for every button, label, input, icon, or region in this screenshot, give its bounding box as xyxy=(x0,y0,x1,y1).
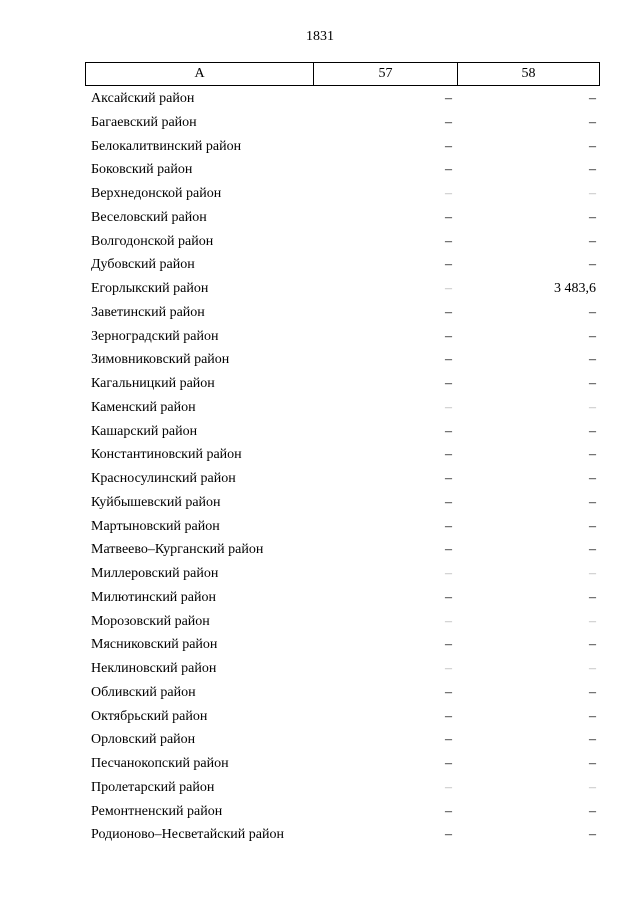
district-name: Пролетарский район xyxy=(91,779,215,795)
value-col-57: – xyxy=(445,209,452,225)
value-col-57: – xyxy=(445,423,452,439)
value-col-57: – xyxy=(445,138,452,154)
value-col-58: – xyxy=(589,518,596,534)
district-name: Веселовский район xyxy=(91,209,207,225)
value-col-58: – xyxy=(589,209,596,225)
table-row xyxy=(85,705,600,729)
district-name: Родионово–Несветайский район xyxy=(91,827,284,843)
value-col-57: – xyxy=(445,613,452,629)
district-name: Орловский район xyxy=(91,732,196,748)
district-name: Матвеево–Курганский район xyxy=(91,542,264,558)
table-row xyxy=(85,230,600,254)
table-row xyxy=(85,491,600,515)
value-col-58: – xyxy=(589,471,596,486)
table-row xyxy=(85,87,600,111)
value-col-57: – xyxy=(445,637,452,653)
district-name: Багаевский район xyxy=(91,114,197,130)
value-col-58: – xyxy=(589,114,596,130)
district-name: Каменский район xyxy=(91,399,196,415)
table-row xyxy=(85,776,600,800)
table-row xyxy=(85,325,600,349)
table-row xyxy=(85,443,600,467)
district-name: Неклиновский район xyxy=(91,661,217,676)
value-col-58: – xyxy=(589,827,596,843)
value-col-58: – xyxy=(589,542,596,558)
table-row xyxy=(85,396,600,420)
table-header xyxy=(85,62,600,86)
value-col-57: – xyxy=(445,779,452,795)
table-row xyxy=(85,823,600,847)
value-col-57: – xyxy=(445,328,452,344)
table-row xyxy=(85,158,600,182)
column-header-57: 57 xyxy=(314,63,458,85)
table-row xyxy=(85,206,600,230)
page-number: 1831 xyxy=(306,29,334,44)
column-header-a: А xyxy=(86,63,314,85)
district-name: Зимовниковский район xyxy=(91,352,230,368)
district-name: Дубовский район xyxy=(91,257,195,273)
district-name: Белокалитвинский район xyxy=(91,138,242,154)
district-name: Заветинский район xyxy=(91,304,205,320)
value-col-58: – xyxy=(589,732,596,748)
value-col-58: – xyxy=(589,376,596,391)
value-col-58: – xyxy=(589,637,596,653)
district-name: Ремонтненский район xyxy=(91,803,223,819)
value-col-58: – xyxy=(589,304,596,320)
table-row xyxy=(85,562,600,586)
table-row xyxy=(85,111,600,135)
value-col-57: – xyxy=(445,281,452,296)
table-row xyxy=(85,253,600,277)
value-col-58: – xyxy=(589,328,596,344)
value-col-57: – xyxy=(445,233,452,249)
district-name: Обливский район xyxy=(91,684,196,700)
value-col-58: – xyxy=(589,803,596,819)
table-row xyxy=(85,277,600,301)
value-col-57: – xyxy=(445,91,452,106)
value-col-57: – xyxy=(445,542,452,558)
value-col-58: – xyxy=(589,613,596,629)
district-name: Мясниковский район xyxy=(91,637,218,653)
district-name: Егорлыкский район xyxy=(91,281,209,296)
district-name: Морозовский район xyxy=(91,613,210,629)
district-name: Боковский район xyxy=(91,162,193,178)
table-row xyxy=(85,800,600,824)
district-name: Кагальницкий район xyxy=(91,376,215,391)
table-row xyxy=(85,467,600,491)
value-col-57: – xyxy=(445,186,452,201)
value-col-58: – xyxy=(589,233,596,249)
table-row xyxy=(85,610,600,634)
value-col-57: – xyxy=(445,257,452,273)
value-col-57: – xyxy=(445,708,452,724)
district-name: Константиновский район xyxy=(91,447,242,463)
table-row xyxy=(85,681,600,705)
district-name: Аксайский район xyxy=(91,91,195,106)
value-col-58: – xyxy=(589,708,596,724)
district-name: Куйбышевский район xyxy=(91,494,221,510)
value-col-57: – xyxy=(445,471,452,486)
value-col-58: 3 483,6 xyxy=(554,281,596,296)
value-col-58: – xyxy=(589,257,596,273)
table-row xyxy=(85,633,600,657)
column-header-58: 58 xyxy=(521,66,536,81)
value-col-57: – xyxy=(445,661,452,676)
district-name: Октябрьский район xyxy=(91,708,208,724)
value-col-58: – xyxy=(589,91,596,106)
value-col-57: – xyxy=(445,566,452,581)
table-row xyxy=(85,135,600,159)
table-row xyxy=(85,657,600,681)
table-body xyxy=(85,87,600,847)
table-row xyxy=(85,420,600,444)
table-row xyxy=(85,182,600,206)
table-row xyxy=(85,515,600,539)
table-row xyxy=(85,538,600,562)
value-col-58: – xyxy=(589,162,596,178)
value-col-57: – xyxy=(445,114,452,130)
value-col-58: – xyxy=(589,566,596,581)
value-col-58: – xyxy=(589,186,596,201)
value-col-58: – xyxy=(589,352,596,368)
value-col-58: – xyxy=(589,399,596,415)
value-col-57: – xyxy=(445,732,452,748)
value-col-57: – xyxy=(445,518,452,534)
value-col-58: – xyxy=(589,423,596,439)
district-name: Милютинский район xyxy=(91,589,217,605)
value-col-57: – xyxy=(445,589,452,605)
district-name: Песчанокопский район xyxy=(91,756,229,771)
value-col-57: – xyxy=(445,162,452,178)
value-col-57: – xyxy=(445,399,452,415)
value-col-57: – xyxy=(445,684,452,700)
value-col-57: – xyxy=(445,304,452,320)
district-name: Красносулинский район xyxy=(91,471,236,486)
table-row xyxy=(85,348,600,372)
table-row xyxy=(85,372,600,396)
value-col-57: – xyxy=(445,352,452,368)
district-name: Верхнедонской район xyxy=(91,186,222,201)
value-col-58: – xyxy=(589,494,596,510)
value-col-57: – xyxy=(445,803,452,819)
district-name: Кашарский район xyxy=(91,423,198,439)
value-col-57: – xyxy=(445,447,452,463)
value-col-58: – xyxy=(589,589,596,605)
value-col-58: – xyxy=(589,447,596,463)
district-name: Волгодонской район xyxy=(91,233,214,249)
value-col-57: – xyxy=(445,494,452,510)
table-row xyxy=(85,752,600,776)
table-row xyxy=(85,728,600,752)
value-col-58: – xyxy=(589,756,596,771)
district-name: Миллеровский район xyxy=(91,566,219,581)
value-col-58: – xyxy=(589,138,596,154)
district-name: Зерноградский район xyxy=(91,328,219,344)
table-row xyxy=(85,586,600,610)
value-col-57: – xyxy=(445,756,452,771)
district-name: Мартыновский район xyxy=(91,518,220,534)
value-col-57: – xyxy=(445,376,452,391)
value-col-58: – xyxy=(589,661,596,676)
value-col-57: – xyxy=(445,827,452,843)
table-row xyxy=(85,301,600,325)
value-col-58: – xyxy=(589,779,596,795)
value-col-58: – xyxy=(589,684,596,700)
